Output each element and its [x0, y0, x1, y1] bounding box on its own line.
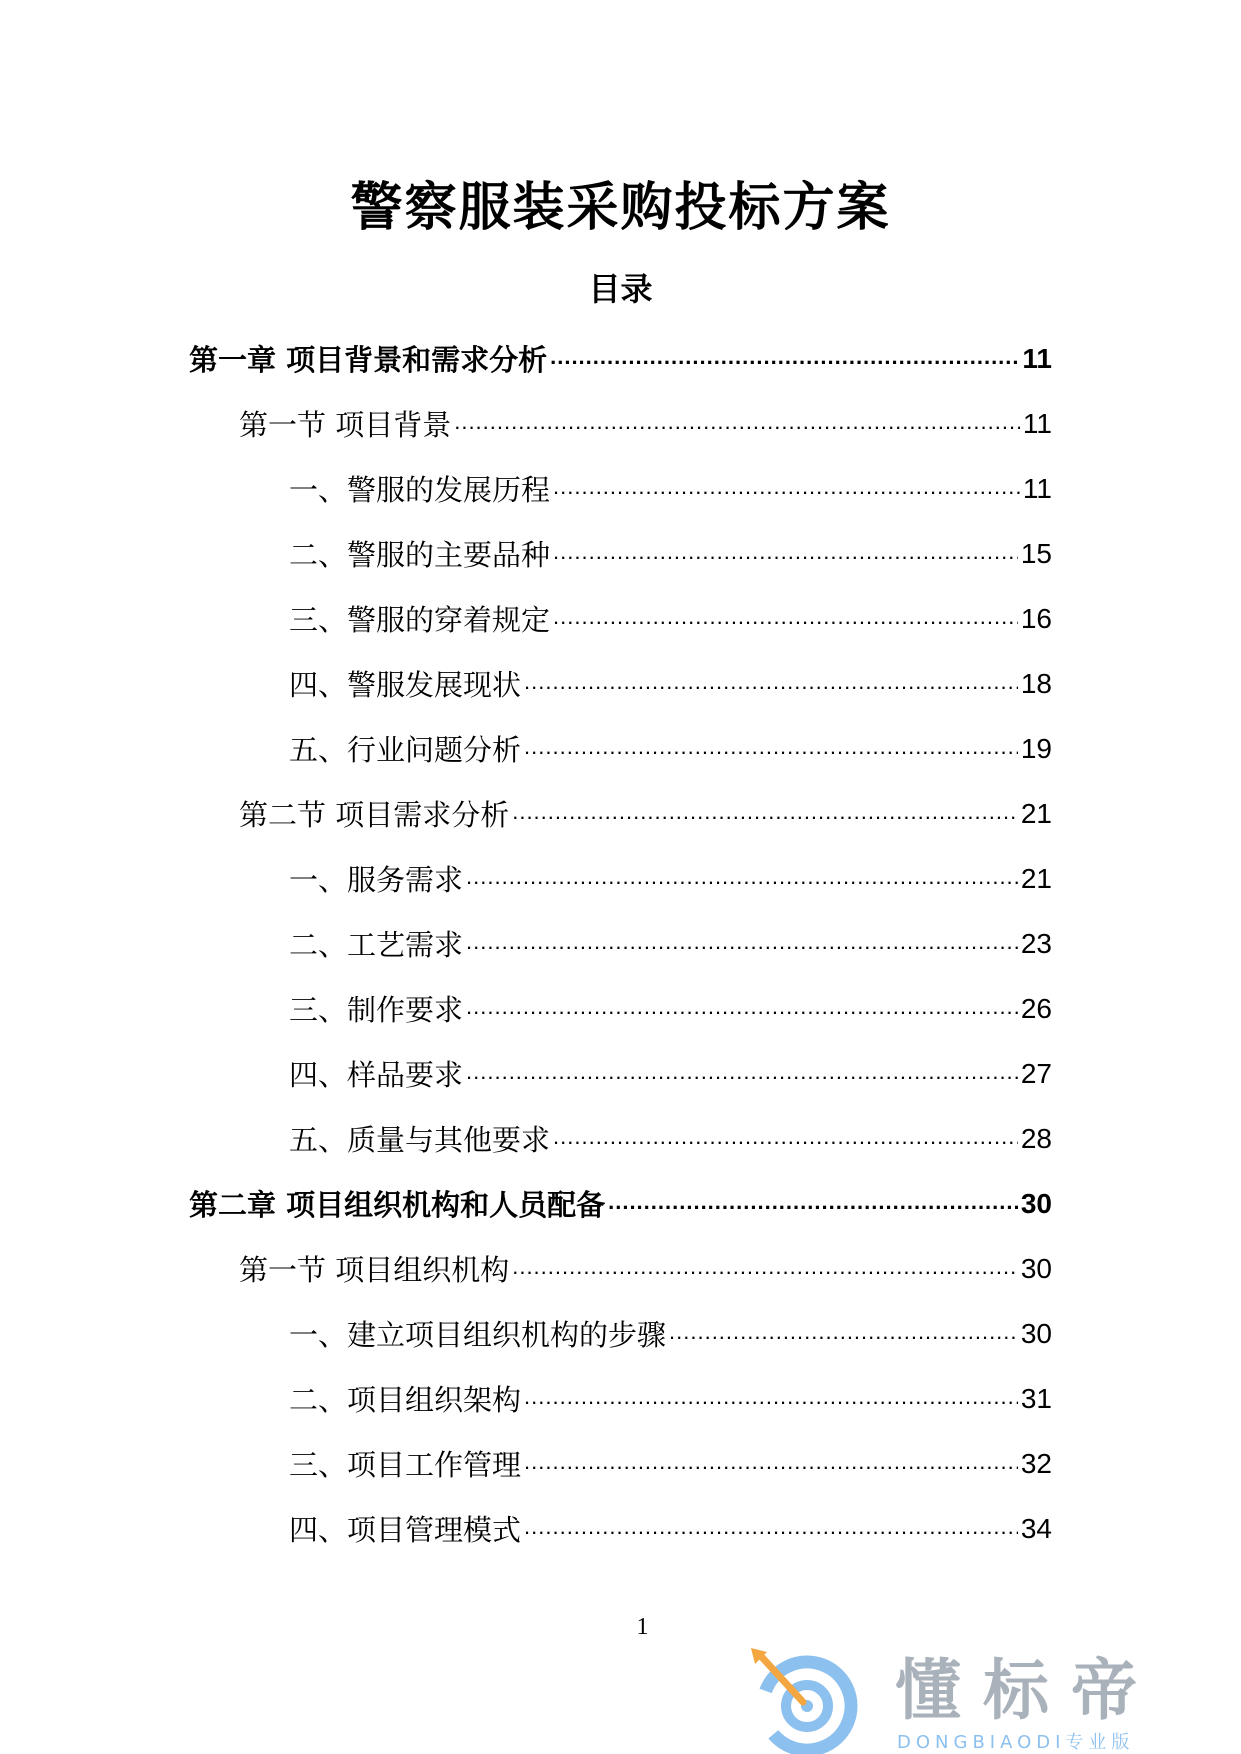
- toc-entry[interactable]: [0, 976, 1241, 1041]
- toc-entry-page: 30: [1020, 1317, 1052, 1349]
- toc-entry-page: 21: [1020, 797, 1052, 829]
- toc-entry-page: 15: [1020, 537, 1052, 569]
- toc-entry-page: 30: [1020, 1252, 1052, 1284]
- toc-dot-leader: [553, 478, 1020, 500]
- toc-dot-leader: [524, 673, 1018, 695]
- toc-dot-leader: [466, 868, 1018, 890]
- toc-entry-page: 30: [1020, 1187, 1052, 1219]
- toc-entry-page: 27: [1020, 1057, 1052, 1089]
- toc-entry-title: 第二节 项目需求分析: [239, 798, 510, 832]
- toc-entry-title: 五、行业问题分析: [289, 733, 522, 767]
- toc-dot-leader: [524, 738, 1018, 760]
- toc-entry-title: 四、项目管理模式: [289, 1513, 522, 1547]
- toc-dot-leader: [553, 608, 1018, 630]
- toc-entry[interactable]: [0, 1496, 1241, 1561]
- toc-dot-leader: [524, 1518, 1018, 1540]
- toc-entry[interactable]: [0, 911, 1241, 976]
- toc-heading: 目录: [588, 270, 653, 308]
- toc-entry-title: 二、警服的主要品种: [289, 538, 551, 572]
- toc-entry[interactable]: [0, 1236, 1241, 1301]
- toc-entry-title: 四、样品要求: [289, 1058, 464, 1092]
- toc-entry-title: 五、质量与其他要求: [289, 1123, 551, 1157]
- toc-entry[interactable]: [0, 651, 1241, 716]
- toc-entry[interactable]: [0, 781, 1241, 846]
- toc-entry-page: 21: [1020, 862, 1052, 894]
- toc-dot-leader: [608, 1193, 1018, 1215]
- toc-entry[interactable]: [0, 1171, 1241, 1236]
- toc-entry-page: 31: [1020, 1382, 1052, 1414]
- toc-entry[interactable]: [0, 1431, 1241, 1496]
- toc-entry-page: 26: [1020, 992, 1052, 1024]
- toc-entry[interactable]: [0, 456, 1241, 521]
- watermark-subtitle: DONGBIAODI专业版: [897, 1732, 1135, 1753]
- target-arrow-icon: [745, 1648, 865, 1754]
- toc-entry-page: 11: [1022, 407, 1052, 439]
- toc-entry-title: 第二章 项目组织机构和人员配备: [189, 1188, 606, 1222]
- toc-entry-title: 二、工艺需求: [289, 928, 464, 962]
- toc-entry[interactable]: [0, 1301, 1241, 1366]
- toc-dot-leader: [466, 1063, 1018, 1085]
- toc-entry[interactable]: [0, 326, 1241, 391]
- toc-entry-title: 三、警服的穿着规定: [289, 603, 551, 637]
- toc-entry[interactable]: [0, 391, 1241, 456]
- toc-entry[interactable]: [0, 521, 1241, 586]
- toc-entry-title: 三、制作要求: [289, 993, 464, 1027]
- toc-entry[interactable]: [0, 1041, 1241, 1106]
- table-of-contents: [0, 326, 1241, 1561]
- toc-entry[interactable]: [0, 1366, 1241, 1431]
- toc-dot-leader: [524, 1453, 1018, 1475]
- toc-dot-leader: [553, 543, 1018, 565]
- toc-dot-leader: [550, 348, 1019, 370]
- toc-dot-leader: [512, 803, 1018, 825]
- toc-dot-leader: [454, 413, 1020, 435]
- toc-entry[interactable]: [0, 586, 1241, 651]
- toc-entry-page: 34: [1020, 1512, 1052, 1544]
- toc-entry-page: 11: [1022, 342, 1052, 374]
- toc-entry-page: 32: [1020, 1447, 1052, 1479]
- toc-entry[interactable]: [0, 716, 1241, 781]
- toc-dot-leader: [512, 1258, 1018, 1280]
- toc-entry-title: 二、项目组织架构: [289, 1383, 522, 1417]
- toc-dot-leader: [553, 1128, 1018, 1150]
- toc-entry-page: 23: [1020, 927, 1052, 959]
- toc-entry-page: 18: [1020, 667, 1052, 699]
- toc-entry-page: 11: [1022, 472, 1052, 504]
- toc-entry-page: 19: [1020, 732, 1052, 764]
- toc-entry[interactable]: [0, 846, 1241, 911]
- watermark-brand: 懂标帝: [895, 1652, 1159, 1729]
- toc-entry-title: 四、警服发展现状: [289, 668, 522, 702]
- page-number: 1: [636, 1614, 649, 1640]
- toc-entry-title: 一、警服的发展历程: [289, 473, 551, 507]
- toc-dot-leader: [466, 998, 1018, 1020]
- toc-entry[interactable]: [0, 1106, 1241, 1171]
- toc-dot-leader: [669, 1323, 1018, 1345]
- toc-entry-title: 第一节 项目组织机构: [239, 1253, 510, 1287]
- document-title: 警察服装采购投标方案: [350, 178, 891, 238]
- toc-entry-title: 三、项目工作管理: [289, 1448, 522, 1482]
- toc-entry-title: 一、服务需求: [289, 863, 464, 897]
- toc-entry-page: 28: [1020, 1122, 1052, 1154]
- toc-entry-page: 16: [1020, 602, 1052, 634]
- toc-entry-title: 第一章 项目背景和需求分析: [189, 343, 548, 377]
- watermark: [745, 1648, 1241, 1754]
- toc-entry-title: 第一节 项目背景: [239, 408, 452, 442]
- toc-entry-title: 一、建立项目组织机构的步骤: [289, 1318, 667, 1352]
- toc-dot-leader: [524, 1388, 1018, 1410]
- toc-dot-leader: [466, 933, 1018, 955]
